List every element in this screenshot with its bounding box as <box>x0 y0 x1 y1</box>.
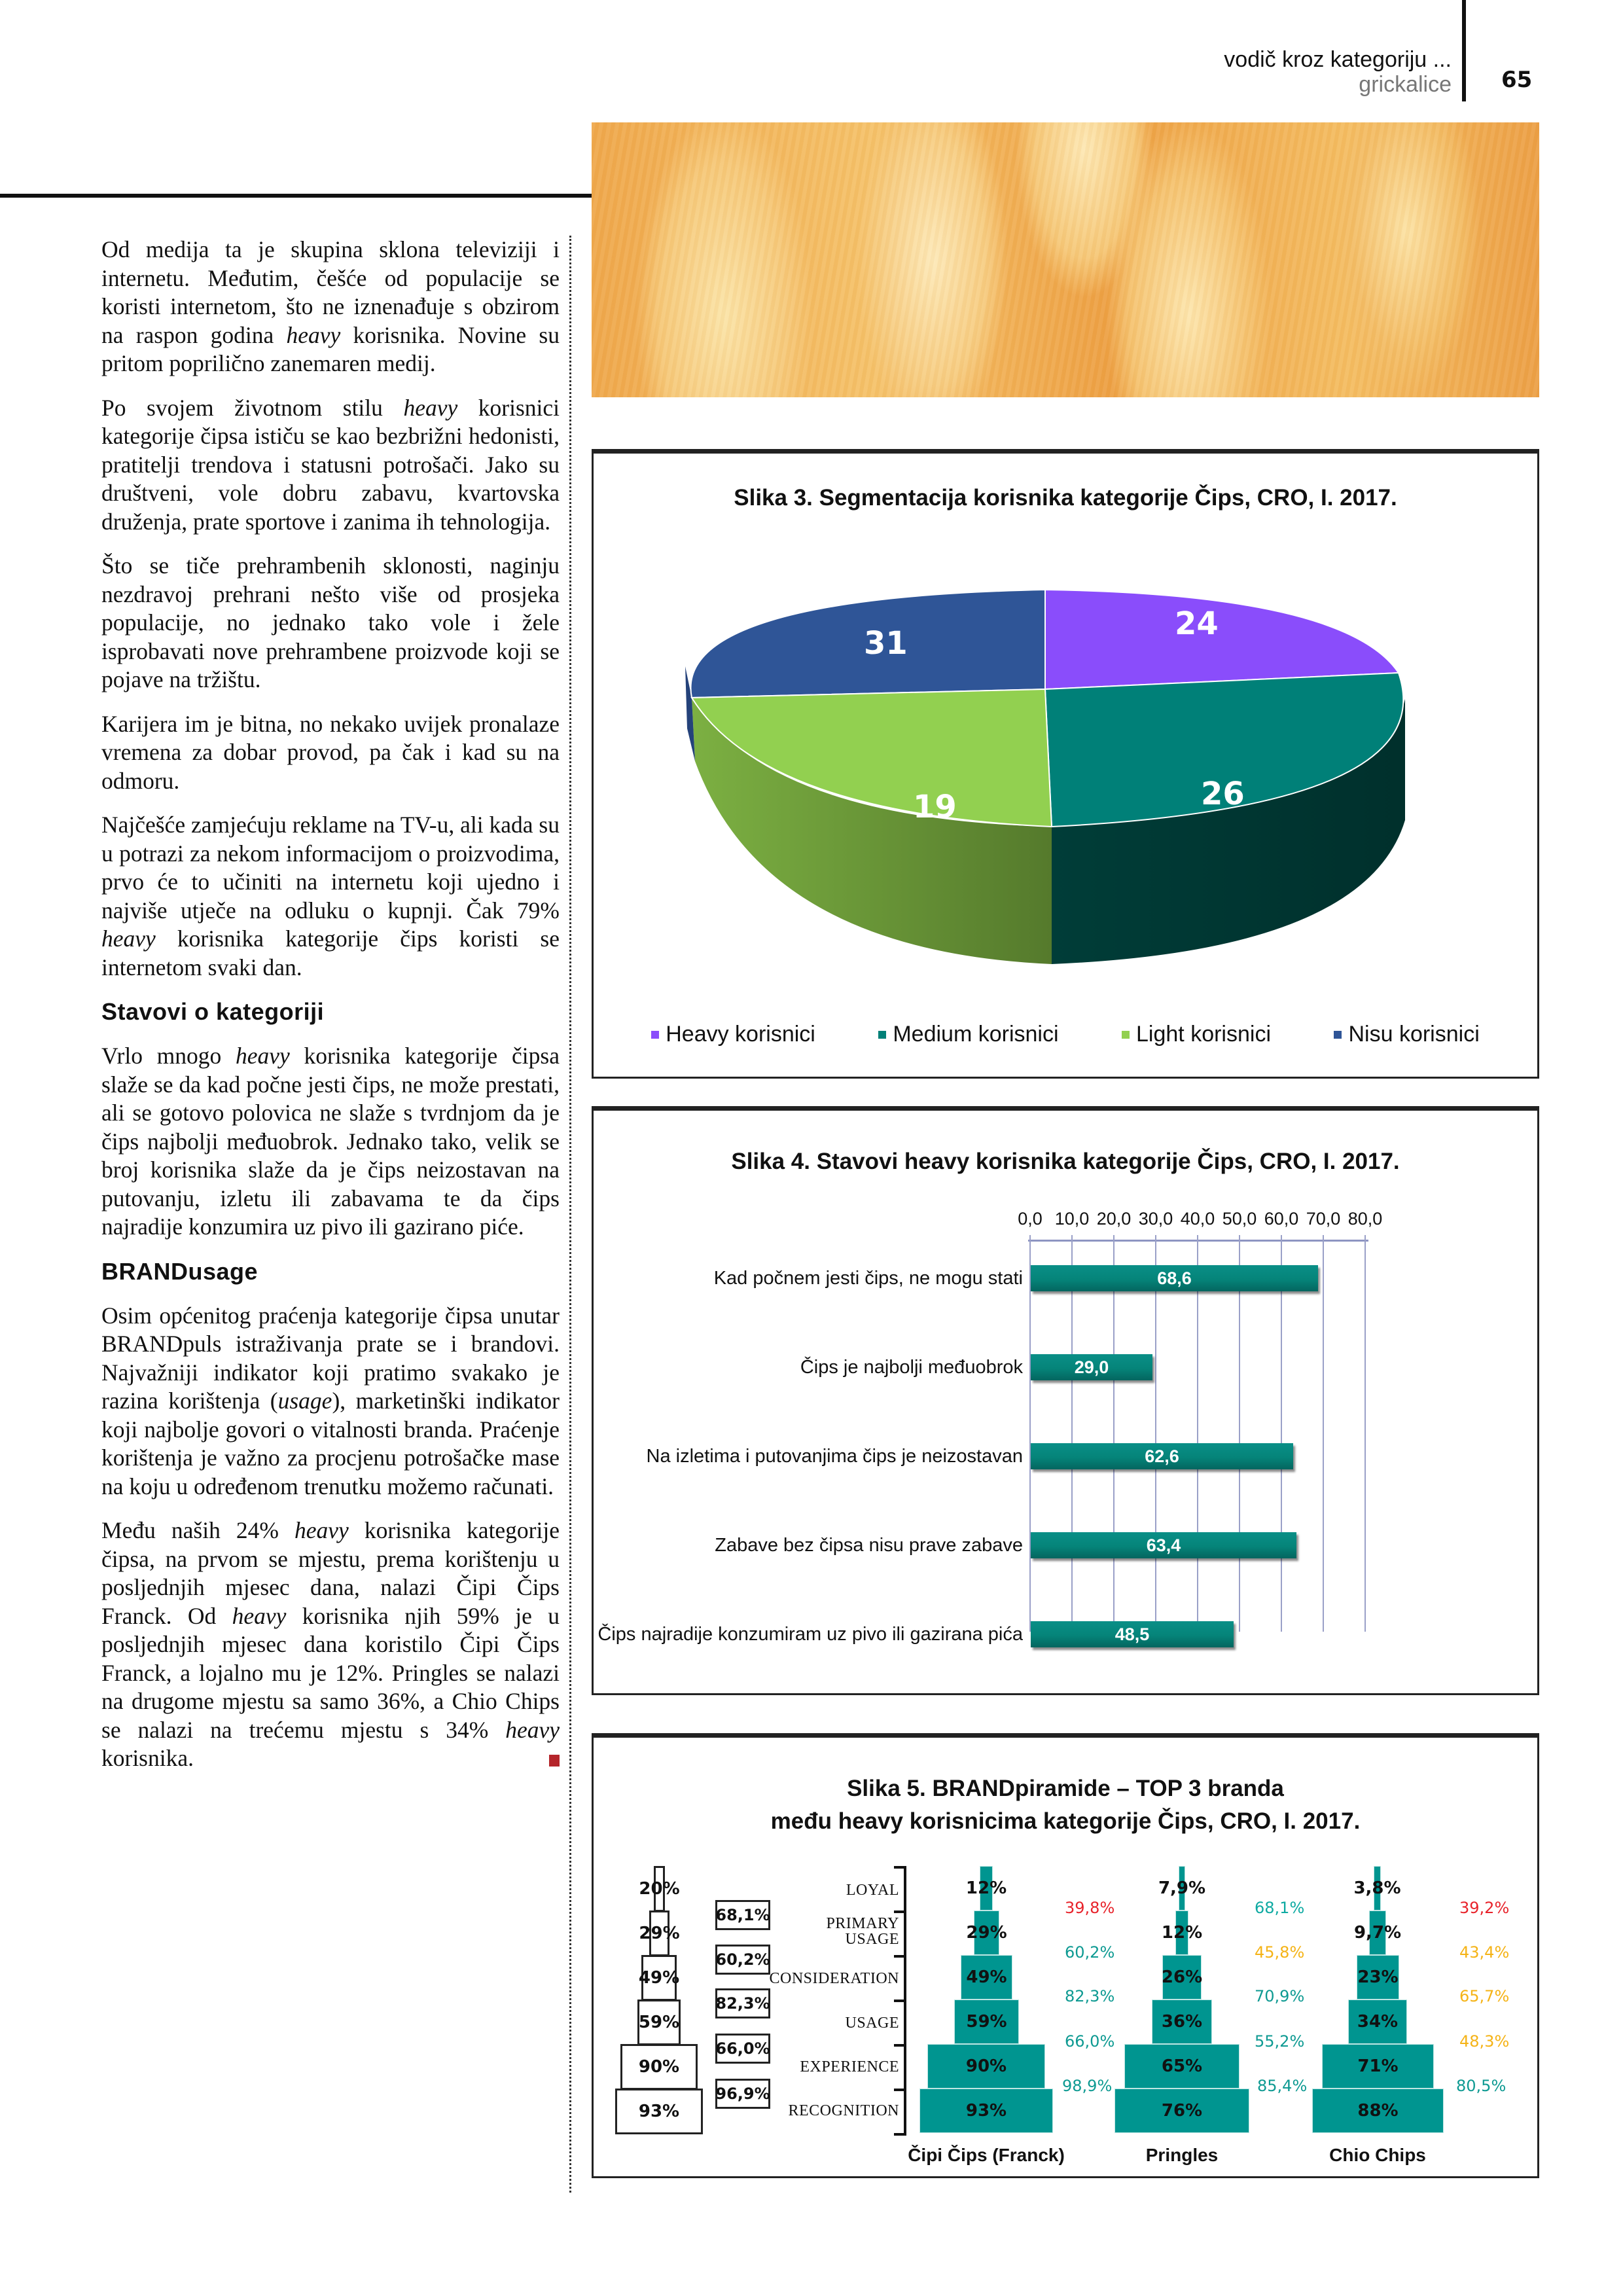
section-heading: Stavovi o kategoriji <box>101 998 325 1025</box>
cipi-conversion: 66,0% <box>1065 2032 1115 2051</box>
gridline <box>1281 1235 1282 1632</box>
reference-step-primary: 29% <box>649 1910 669 1956</box>
pie-label-nisu: 31 <box>864 625 908 662</box>
x-tick: 60,0 <box>1264 1209 1299 1229</box>
reference-step-consideration: 49% <box>641 1955 677 2001</box>
figure-4-bar-chart <box>592 1106 1539 1695</box>
pie-label-light: 19 <box>913 789 957 825</box>
chio-conversion: 80,5% <box>1456 2077 1507 2095</box>
cipi-step-experience: 90% <box>927 2044 1045 2089</box>
reference-conversion: 60,2% <box>715 1945 770 1975</box>
section-subtitle: grickalice <box>1359 72 1452 97</box>
stage-bracket-tick <box>894 2044 906 2047</box>
y-axis <box>1029 1235 1031 1632</box>
x-tick: 0,0 <box>1018 1209 1043 1229</box>
pringles-conversion: 68,1% <box>1255 1899 1305 1917</box>
brand-label-cipi: Čipi Čips (Franck) <box>908 2145 1065 2165</box>
gridline <box>1364 1235 1366 1632</box>
paragraph: Karijera im je bitna, no nekako uvijek pronalaze vremena za dobar provod, pa čak i kad su na odmoru. <box>101 710 560 794</box>
x-tick: 30,0 <box>1138 1209 1173 1229</box>
bar-category-label: Čips je najbolji međuobrok <box>800 1357 1023 1378</box>
bar-29-0: 29,0 <box>1031 1354 1152 1380</box>
cipi-conversion: 98,9% <box>1062 2077 1113 2095</box>
figure-3-pie-chart <box>592 449 1539 1079</box>
x-tick: 70,0 <box>1306 1209 1341 1229</box>
reference-step-usage: 59% <box>637 2000 681 2045</box>
chio-conversion: 48,3% <box>1459 2032 1510 2051</box>
chio-conversion: 43,4% <box>1459 1943 1510 1962</box>
paragraph: Među naših 24% heavy korisnika kategorije čipsa, na prvom se mjestu, prema korištenju u posljednjih mjesec dana, nalazi Čipi Čips Franck. Od heavy korisnika njih 59% je u posljednjih mjesec dana koristilo Čipi Čips Franck, a lojalno mu je 12%. Pringles se nalazi na drugome mjestu sa samo 36%, a Chio Chips se nalazi na trećemu mjestu s 34% heavy korisnika. <box>101 1517 560 1771</box>
paragraph: Što se tiče prehrambenih sklonosti, naginju nezdravoj prehrani nešto više od prosjeka populacije, no jednako tako vole i žele isprobavati nove prehrambene proizvode koji se pojave na tržištu. <box>101 552 560 692</box>
reference-step-recognition: 93% <box>615 2089 703 2134</box>
chio-conversion: 39,2% <box>1459 1899 1510 1917</box>
legend-item-medium: Medium korisnici <box>878 1022 1058 1047</box>
figure-title: Slika 3. Segmentacija korisnika kategorije Čips, CRO, I. 2017. <box>734 485 1397 511</box>
brand-label-pringles: Pringles <box>1145 2145 1219 2165</box>
figure-title-line1: Slika 5. BRANDpiramide – TOP 3 branda <box>847 1776 1284 1801</box>
legend-swatch-icon <box>878 1031 886 1039</box>
header-rule <box>0 194 592 198</box>
pringles-step-experience: 65% <box>1124 2044 1240 2089</box>
chio-conversion: 65,7% <box>1459 1987 1510 2005</box>
x-tick: 10,0 <box>1054 1209 1090 1229</box>
stage-bracket-tick <box>894 1910 906 1913</box>
figure-title-line2: među heavy korisnicima kategorije Čips, CRO, I. 2017. <box>770 1808 1361 1834</box>
bar-68-6: 68,6 <box>1031 1265 1318 1291</box>
paragraph: Od medija ta je skupina sklona televiziji i internetu. Međutim, češće od populacije se koristi internetom, što ne iznenađuje s obzirom na raspon godina heavy korisnika. Novine su pritom poprilično zanemaren medij. <box>101 236 560 376</box>
stage-bracket-tick <box>894 2089 906 2091</box>
section-title: vodič kroz kategoriju ... <box>1224 47 1452 72</box>
bar-category-label: Zabave bez čipsa nisu prave zabave <box>715 1535 1023 1556</box>
pringles-conversion: 55,2% <box>1255 2032 1305 2051</box>
chio-step-recognition: 88% <box>1312 2089 1444 2133</box>
bar-category-label: Na izletima i putovanjima čips je neizostavan <box>646 1446 1023 1467</box>
cipi-step-usage: 59% <box>954 2000 1019 2044</box>
pie-chart <box>594 454 1537 990</box>
running-header <box>1224 47 1452 97</box>
paragraph: Osim općenitog praćenja kategorije čipsa unutar BRANDpuls istraživanja prate se i brandovi. Najvažniji indikator koji pratimo svakako je razina korištenja (usage), marketinški indikator koji najbolje govori o vitalnosti branda. Praćenje korištenja je važno za procjenu potrošačke mase na koju u određenom trenutku možemo računati. <box>101 1302 560 1499</box>
stage-label-loyal: LOYAL <box>846 1882 899 1899</box>
x-tick: 40,0 <box>1180 1209 1215 1229</box>
legend-swatch-icon <box>651 1031 659 1039</box>
figure-title: Slika 4. Stavovi heavy korisnika kategorije Čips, CRO, I. 2017. <box>731 1149 1400 1174</box>
bar-62-6: 62,6 <box>1031 1443 1293 1469</box>
gridline <box>1323 1235 1324 1632</box>
page-number: 65 <box>1501 67 1533 93</box>
legend-item-heavy: Heavy korisnici <box>651 1022 815 1047</box>
article-body <box>101 236 560 1789</box>
bar-category-label: Čips najradije konzumiram uz pivo ili gazirana pića <box>597 1624 1023 1645</box>
gridline <box>1155 1235 1156 1632</box>
pringles-conversion: 45,8% <box>1255 1943 1305 1962</box>
chio-step-consideration: 23% <box>1357 1955 1399 2000</box>
stage-label-consideration: CONSIDERATION <box>769 1970 899 1987</box>
pringles-conversion: 85,4% <box>1257 2077 1308 2095</box>
cipi-conversion: 82,3% <box>1065 1987 1115 2005</box>
figure-5-brand-pyramids <box>592 1733 1539 2178</box>
stage-bracket-tick <box>894 1866 906 1869</box>
potato-chips-photo <box>592 122 1539 397</box>
reference-conversion: 82,3% <box>715 1988 770 2018</box>
gridline <box>1071 1235 1073 1632</box>
pie-label-heavy: 24 <box>1175 605 1219 642</box>
pie-slice-heavy <box>1045 590 1399 689</box>
chio-step-experience: 71% <box>1322 2044 1434 2089</box>
x-axis <box>1028 1240 1368 1242</box>
legend-item-nisu: Nisu korisnici <box>1334 1022 1479 1047</box>
pringles-step-consideration: 26% <box>1162 1955 1202 2000</box>
stage-bracket-tick <box>894 2000 906 2002</box>
reference-conversion: 66,0% <box>715 2034 770 2064</box>
pringles-step-recognition: 76% <box>1115 2089 1249 2133</box>
pringles-step-primary: 12% <box>1175 1910 1188 1955</box>
bar-63-4: 63,4 <box>1031 1532 1296 1558</box>
stage-label-recognition: RECOGNITION <box>788 2102 899 2119</box>
paragraph: Vrlo mnogo heavy korisnika kategorije čipsa slaže se da kad počne jesti čips, ne može prestati, ali se gotovo polovica ne slaže s tvrdnjom da je čips najbolji međuobrok. Jednako tako, velik se broj korisnika slaže da je čips neizostavan na putovanju, izletu ili zabavama te da čips najradije konzumira uz pivo ili gazirano piće. <box>101 1043 560 1240</box>
pringles-step-loyal: 7,9% <box>1179 1866 1185 1910</box>
paragraph: Najčešće zamjećuju reklame na TV-u, ali kada su u potrazi za nekom informacijom o proizvodima, prvo će to učiniti na internetu koji ujedno i najviše utječe na odluku o kupnji. Čak 79% heavy korisnika kategorije čips koristi se internetom svaki dan. <box>101 812 560 980</box>
x-tick: 20,0 <box>1096 1209 1132 1229</box>
brand-label-chio: Chio Chips <box>1329 2145 1426 2165</box>
reference-step-experience: 90% <box>620 2044 698 2090</box>
stage-label-usage: USAGE <box>845 2015 899 2032</box>
stage-label-experience: EXPERIENCE <box>800 2058 899 2075</box>
bar-category-label: Kad počnem jesti čips, ne mogu stati <box>713 1268 1023 1289</box>
cipi-step-loyal: 12% <box>980 1866 993 1910</box>
chio-step-usage: 34% <box>1348 2000 1407 2044</box>
pringles-conversion: 70,9% <box>1255 1987 1305 2005</box>
reference-conversion: 68,1% <box>715 1900 770 1930</box>
chio-step-loyal: 3,8% <box>1374 1866 1381 1910</box>
column-divider <box>569 236 571 2193</box>
legend-swatch-icon <box>1334 1031 1342 1039</box>
pie-legend <box>594 1022 1537 1047</box>
end-of-article-mark <box>549 1755 560 1767</box>
bar-48-5: 48,5 <box>1031 1621 1234 1647</box>
pie-label-medium: 26 <box>1201 776 1245 812</box>
legend-item-light: Light korisnici <box>1122 1022 1271 1047</box>
stage-bracket-tick <box>894 2133 906 2136</box>
x-tick: 50,0 <box>1222 1209 1257 1229</box>
paragraph: Po svojem životnom stilu heavy korisnici kategorije čipsa ističu se kao bezbrižni hedonisti, pratitelji trendova i statusni potrošači. Jako su društveni, vole dobru zabavu, kvartovska druženja, prate sportove i zanima ih tehnologija. <box>101 394 560 535</box>
header-divider <box>1462 0 1466 101</box>
reference-step-loyal: 20% <box>654 1866 665 1912</box>
gridline <box>1239 1235 1240 1632</box>
gridline <box>1197 1235 1198 1632</box>
cipi-step-consideration: 49% <box>961 1955 1012 2000</box>
cipi-conversion: 60,2% <box>1065 1943 1115 1962</box>
cipi-conversion: 39,8% <box>1065 1899 1115 1917</box>
x-tick: 80,0 <box>1347 1209 1383 1229</box>
stage-label-primary-usage: PRIMARY USAGE <box>826 1915 899 1948</box>
gridline <box>1113 1235 1115 1632</box>
section-heading: BRANDusage <box>101 1257 259 1285</box>
chio-step-primary: 9,7% <box>1369 1910 1386 1955</box>
cipi-step-recognition: 93% <box>919 2089 1053 2133</box>
cipi-step-primary: 29% <box>974 1910 999 1955</box>
reference-conversion: 96,9% <box>715 2079 770 2109</box>
stage-bracket-tick <box>894 1955 906 1958</box>
legend-swatch-icon <box>1122 1031 1130 1039</box>
pringles-step-usage: 36% <box>1152 2000 1212 2044</box>
